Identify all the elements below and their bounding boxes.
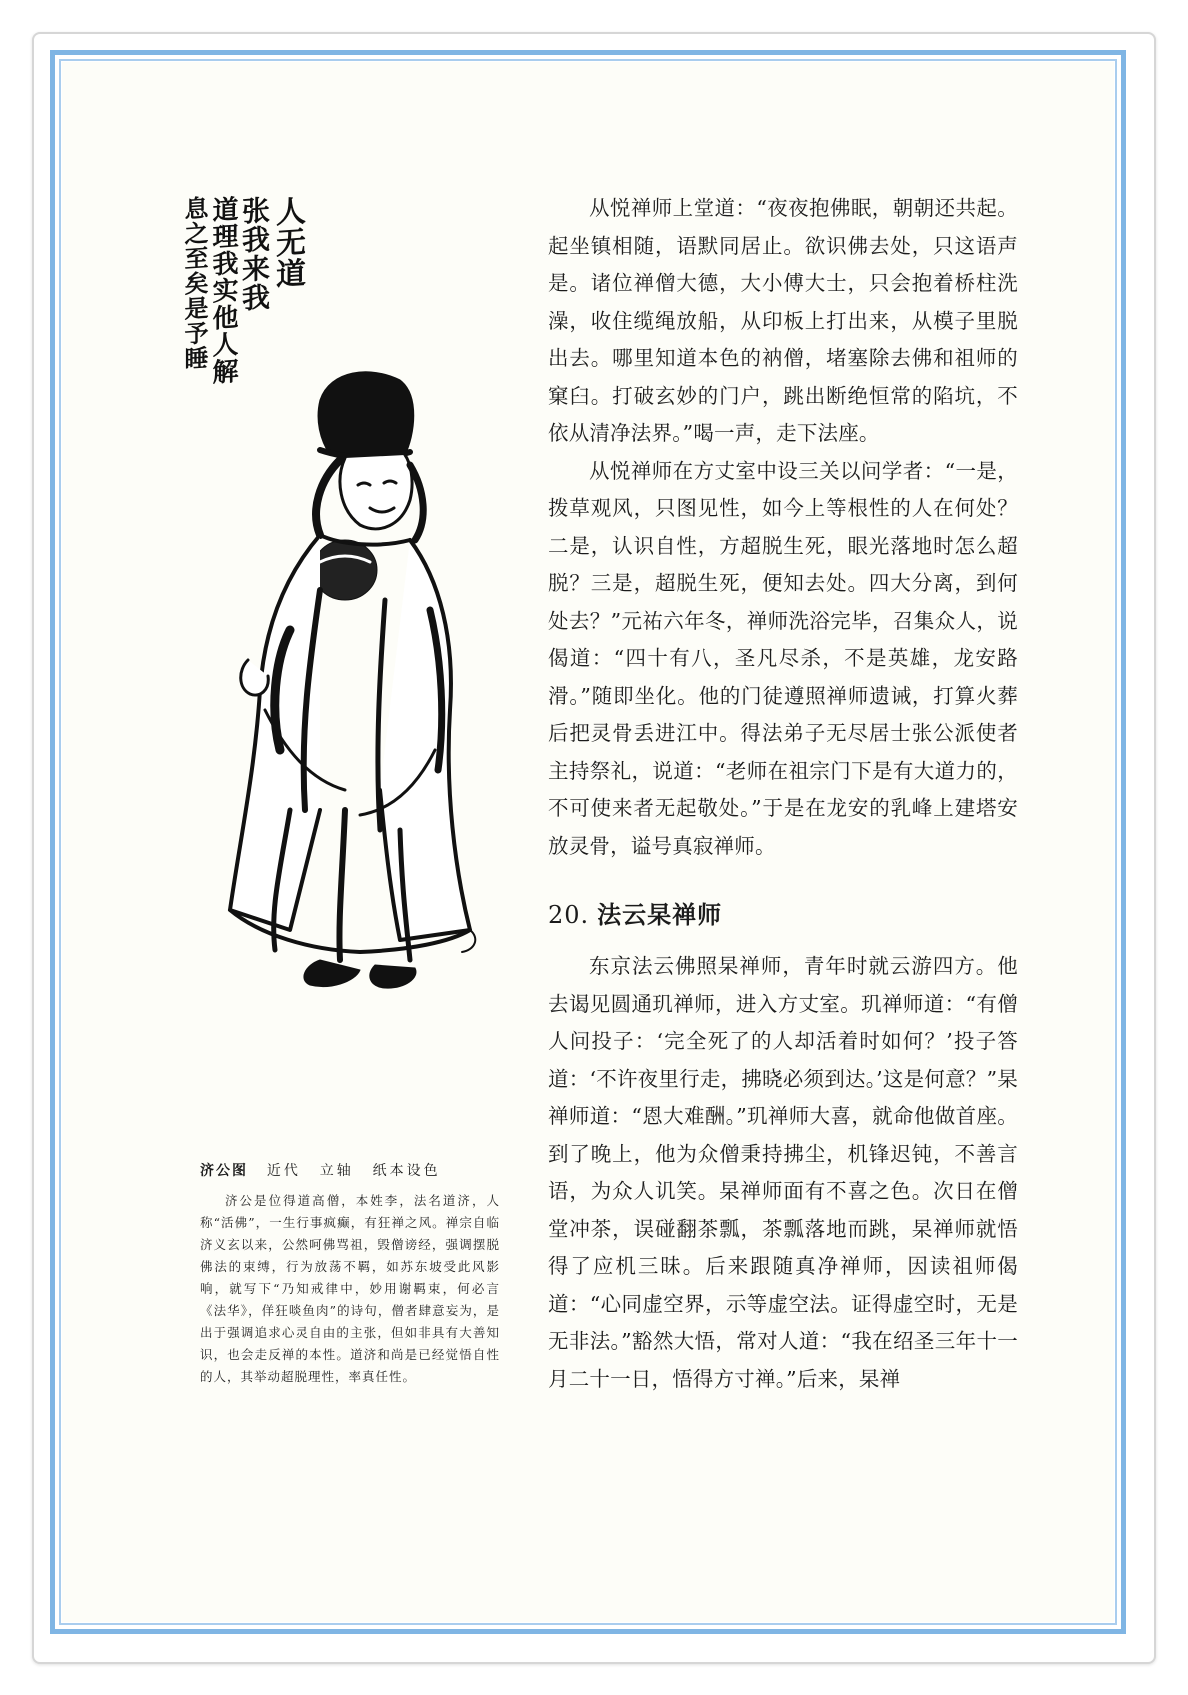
calligraphy-inscription bbox=[180, 194, 305, 616]
caption-medium: 纸本设色 bbox=[372, 1163, 441, 1179]
caption-format: 立轴 bbox=[319, 1163, 354, 1179]
inscription-column: 道理我实他人解 bbox=[208, 194, 238, 387]
caption-body: 济公是位得道高僧，本姓李，法名道济，人称“活佛”，一生行事疯癫，有狂禅之风。禅宗自临济义玄以来，公然呵佛骂祖，毁僧谤经，强调摆脱佛法的束缚，行为放荡不羁，如苏东坡受此风影响，就写下“乃知戒律中，妙用谢羁束，何必言《法华》，佯狂啖鱼肉”的诗句，僧者肆意妄为，是出于强调追求心灵自由的主张，但如非具有大善知识，也会走反禅的本性。道济和尚是已经觉悟自性的人，其举动超脱理性，率真任性。 bbox=[200, 1193, 500, 1384]
caption-title: 济公图 bbox=[200, 1163, 248, 1179]
paragraph: 东京法云佛照杲禅师，青年时就云游四方。他去谒见圆通玑禅师，进入方丈室。玑禅师道：“有僧人问投子：‘完全死了的人却活着时如何？’投子答道：‘不许夜里行走，拂晓必须到达。’这是何意？”杲禅师道：“恩大难酬。”玑禅师大喜，就命他做首座。到了晚上，他为众僧秉持拂尘，机锋迟钝，不善言语，为众人讥笑。杲禅师面有不喜之色。次日在僧堂冲茶，误碰翻茶瓢，茶瓢落地而跳，杲禅师就悟得了应机三昧。后来跟随真净禅师，因读祖师偈道：“心同虚空界，示等虚空法。证得虚空时，无是无非法。”豁然大悟，常对人道：“我在绍圣三年十一月二十一日，悟得方寸禅。”后来，杲禅 bbox=[548, 954, 1018, 1391]
main-text-column bbox=[548, 190, 1018, 1398]
inscription-column: 人无道 bbox=[270, 194, 305, 291]
figure-caption bbox=[200, 1160, 500, 1388]
paragraph: 从悦禅师在方丈室中设三关以问学者：“一是，拨草观风，只图见性，如今上等根性的人在何处？二是，认识自性，方超脱生死，眼光落地时怎么超脱？三是，超脱生死，便知去处。四大分离，到何处去？”元祐六年冬，禅师洗浴完毕，召集众人，说偈道：“四十有八，圣凡尽杀，不是英雄，龙安路滑。”随即坐化。他的门徒遵照禅师遗诫，打算火葬后把灵骨丢进江中。得法弟子无尽居士张公派使者主持祭礼，说道：“老师在祖宗门下是有大道力的，不可使来者无起敬处。”于是在龙安的乳峰上建塔安放灵骨，谥号真寂禅师。 bbox=[548, 458, 1018, 858]
section-heading bbox=[548, 895, 1018, 930]
caption-era: 近代 bbox=[266, 1163, 301, 1179]
inscription-column: 息之至矣是予睡 bbox=[180, 194, 209, 372]
paragraph: 从悦禅师上堂道：“夜夜抱佛眠，朝朝还共起。起坐镇相随，语默同居止。欲识佛去处，只这语声是。诸位禅僧大德，大小傅大士，只会抱着桥柱洗澡，收住缆绳放船，从印板上打出来，从模子里脱出去。哪里知道本色的衲僧，堵塞除去佛和祖师的窠臼。打破玄妙的门户，跳出断绝恒常的陷坑，不依从清净法界。”喝一声，走下法座。 bbox=[548, 196, 1018, 445]
caption-header bbox=[200, 1160, 500, 1180]
inscription-column: 张我来我 bbox=[238, 194, 271, 314]
section-title: 法云杲禅师 bbox=[597, 900, 723, 929]
section-number: 20. bbox=[548, 901, 590, 929]
